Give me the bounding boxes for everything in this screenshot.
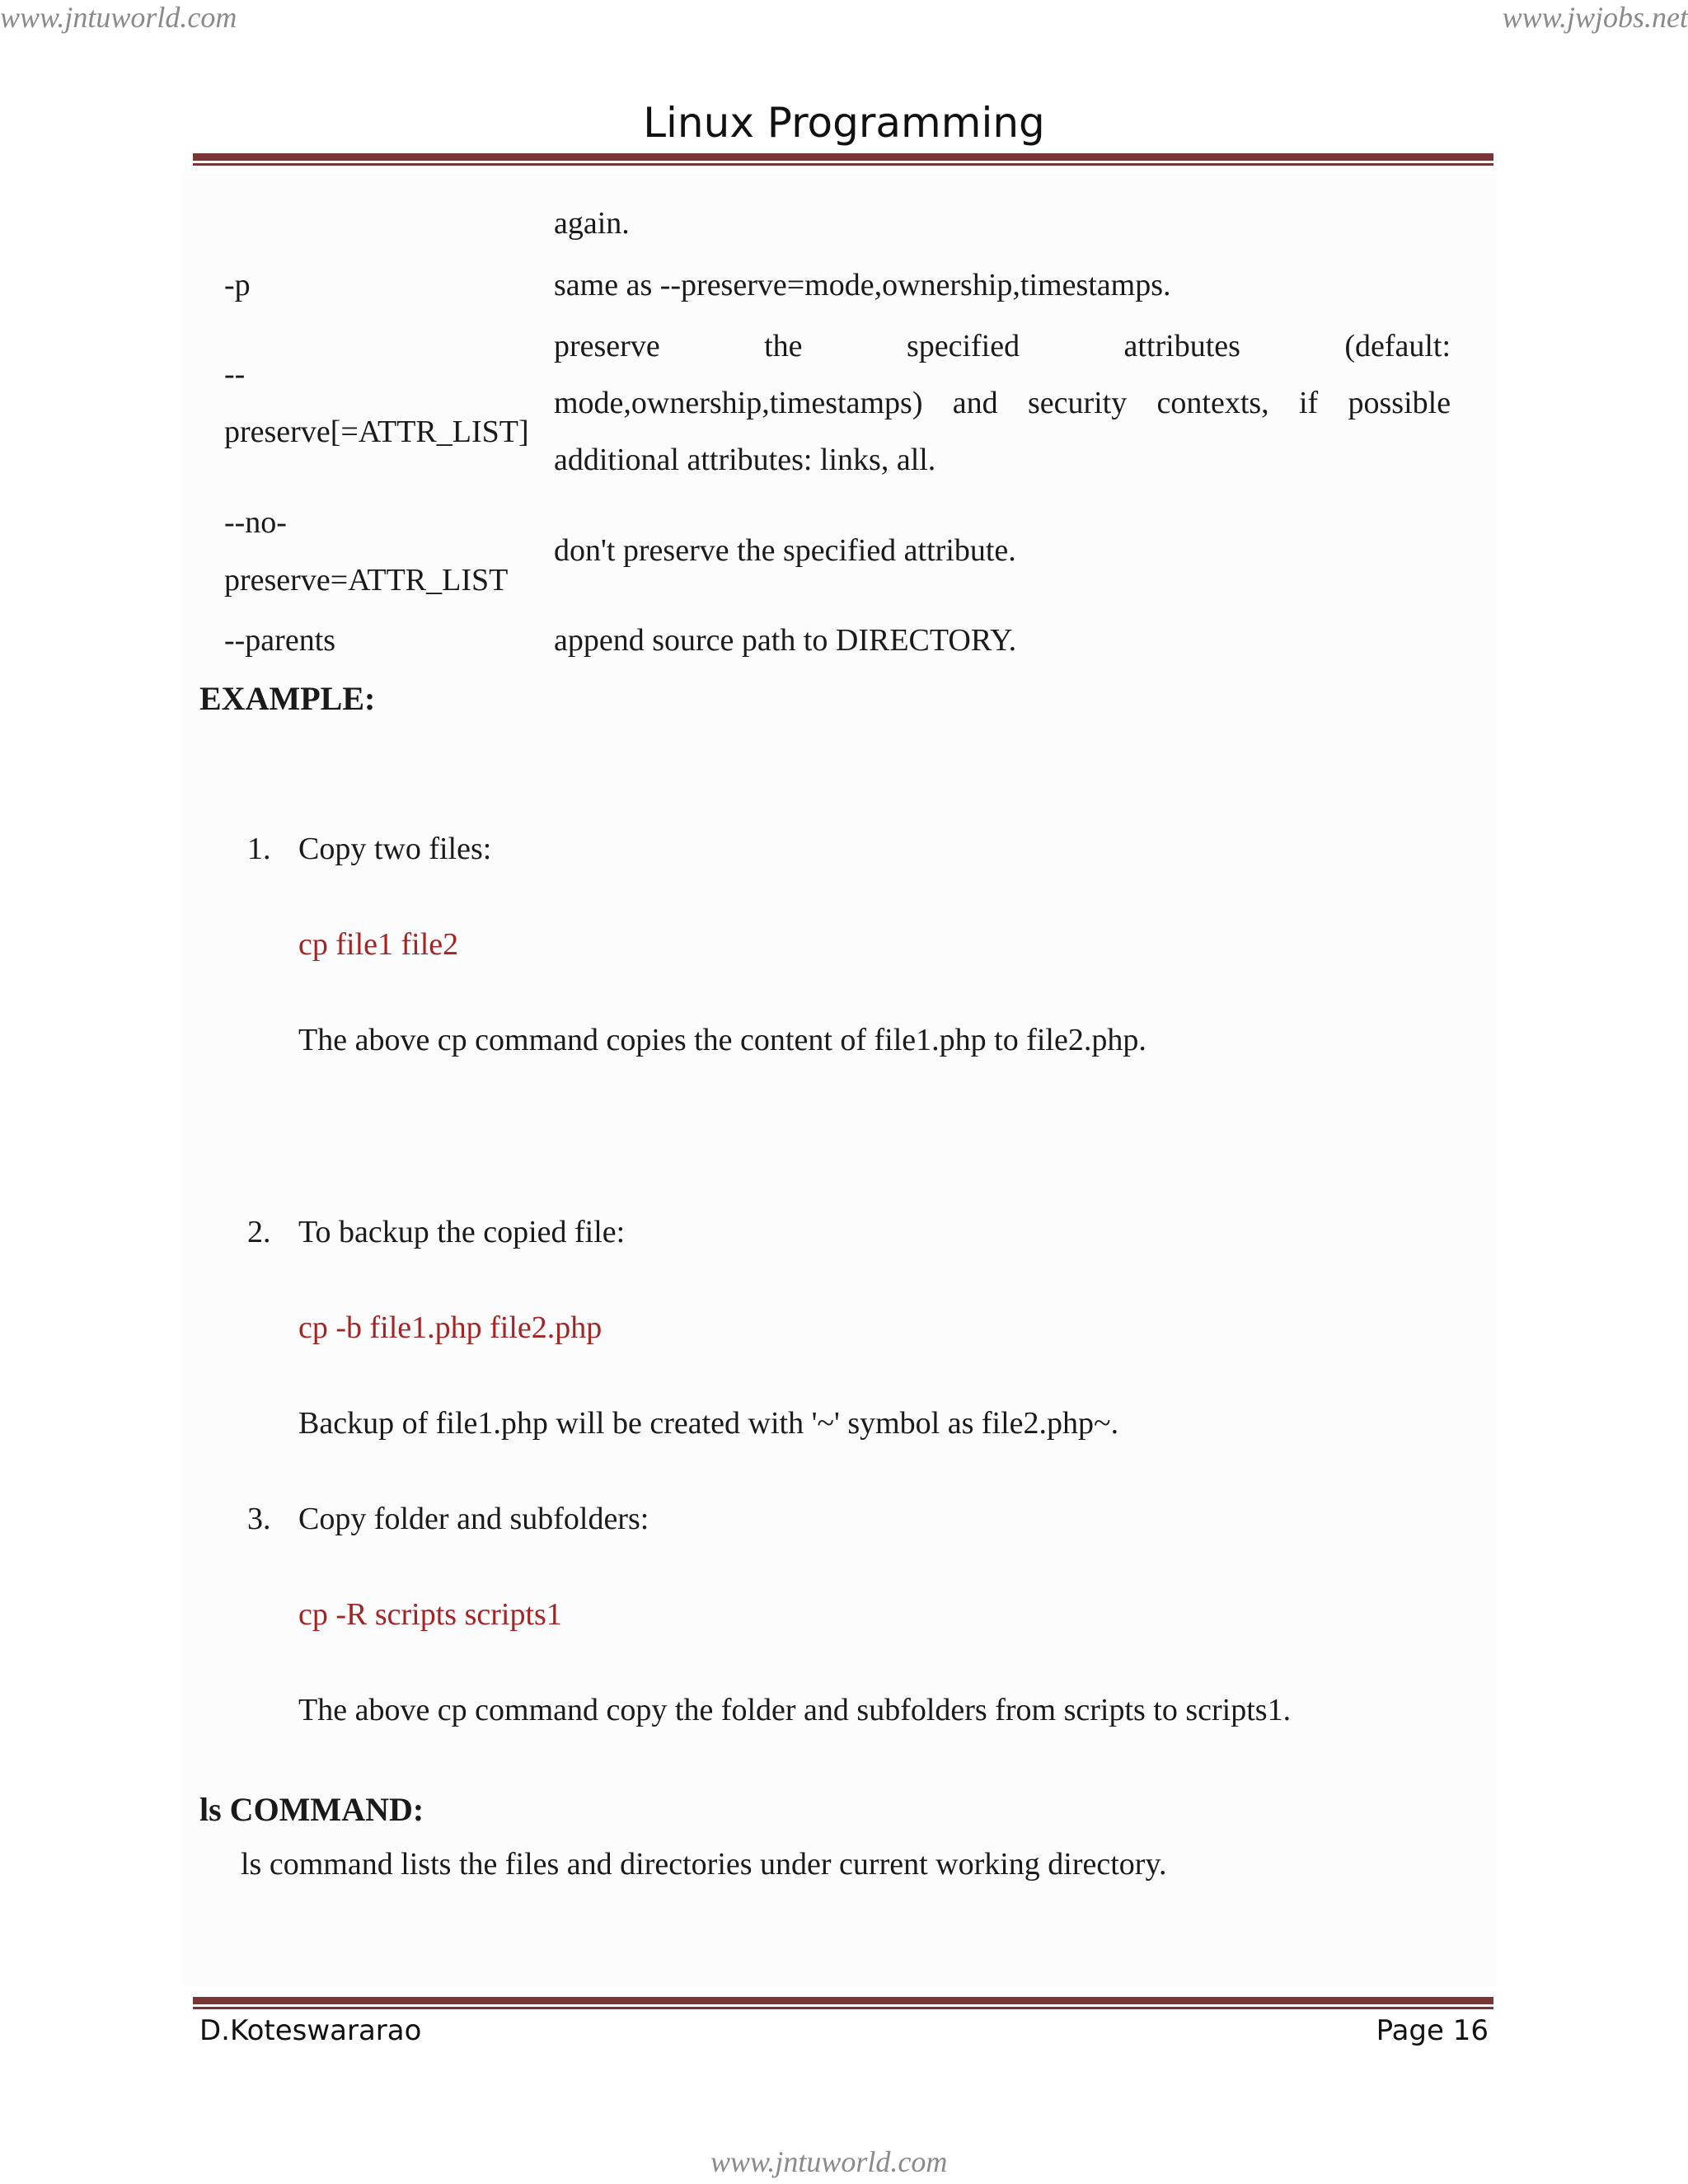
option-flag-preserve-line2: preserve[=ATTR_LIST] xyxy=(224,415,529,449)
header-rule-thick xyxy=(193,153,1493,161)
example-heading: EXAMPLE: xyxy=(199,680,376,717)
example-explanation: The above cp command copies the content of file1.php to file2.php. xyxy=(298,1023,1146,1057)
option-flag-no-preserve-line1: --no- xyxy=(224,505,287,540)
option-desc-no-preserve: don't preserve the specified attribute. xyxy=(554,533,1016,568)
option-desc-parents: append source path to DIRECTORY. xyxy=(554,623,1017,658)
watermark-bottom: www.jntuworld.com xyxy=(710,2145,948,2178)
footer-rule-thin xyxy=(193,2007,1493,2009)
option-flag-parents: --parents xyxy=(224,623,336,658)
option-desc-preserve-line3: additional attributes: links, all. xyxy=(554,443,936,477)
option-flag-no-preserve-line2: preserve=ATTR_LIST xyxy=(224,563,509,598)
footer-rule-thick xyxy=(193,1997,1493,2004)
option-desc-p: same as --preserve=mode,ownership,timestamps. xyxy=(554,268,1171,302)
example-number: 1. xyxy=(247,832,271,866)
example-number: 2. xyxy=(247,1215,271,1249)
example-command: cp -b file1.php file2.php xyxy=(298,1310,603,1345)
example-explanation: Backup of file1.php will be created with '~' symbol as file2.php~. xyxy=(298,1406,1119,1441)
option-flag-preserve-line1: -- xyxy=(224,357,246,391)
footer-author: D.Koteswararao xyxy=(199,2014,422,2047)
ls-command-description: ls command lists the files and directories under current working directory. xyxy=(241,1847,1167,1882)
example-command: cp file1 file2 xyxy=(298,927,459,962)
option-desc-continuation: again. xyxy=(554,206,630,241)
example-title: To backup the copied file: xyxy=(298,1215,626,1249)
option-desc-preserve-line2: mode,ownership,timestamps) and security contexts, if possible xyxy=(554,386,1451,420)
footer-page-number: Page 16 xyxy=(1376,2014,1489,2047)
example-title: Copy two files: xyxy=(298,832,492,866)
example-command: cp -R scripts scripts1 xyxy=(298,1597,562,1632)
option-desc-preserve-line1: preserve the specified attributes (default: xyxy=(554,329,1451,363)
page-header-title: Linux Programming xyxy=(643,99,1045,147)
watermark-top-left: www.jntuworld.com xyxy=(0,1,237,34)
ls-command-heading: ls COMMAND: xyxy=(199,1791,424,1828)
header-rule-thin xyxy=(193,163,1493,166)
example-title: Copy folder and subfolders: xyxy=(298,1502,649,1536)
example-explanation: The above cp command copy the folder and subfolders from scripts to scripts1. xyxy=(298,1693,1292,1727)
example-number: 3. xyxy=(247,1502,271,1536)
option-flag-p: -p xyxy=(224,268,251,302)
watermark-top-right: www.jwjobs.net xyxy=(1502,1,1688,34)
